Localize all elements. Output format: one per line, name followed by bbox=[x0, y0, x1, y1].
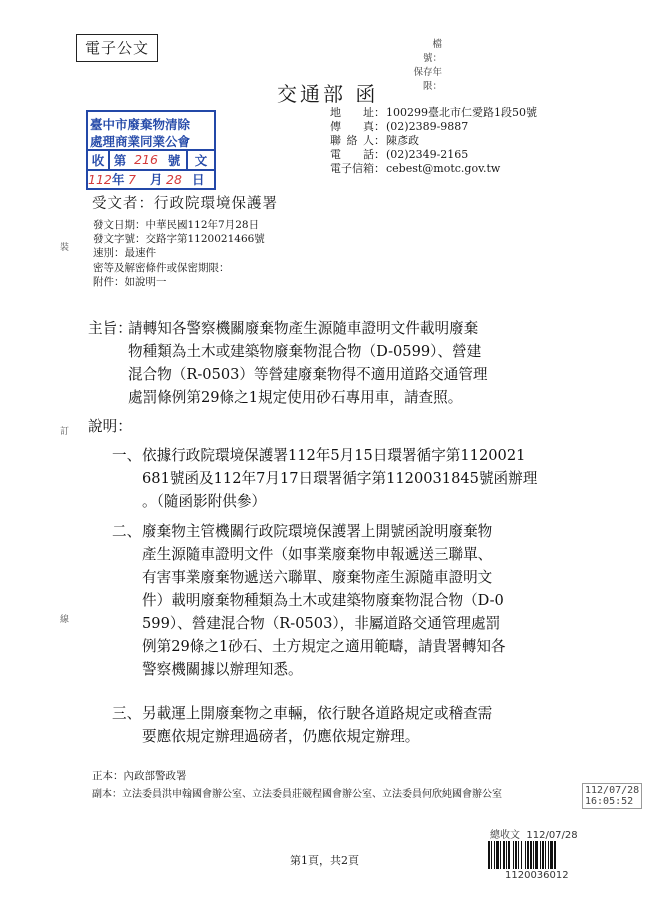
barcode-bar bbox=[530, 841, 532, 869]
subject-line: 處罰條例第29條之1規定使用砂石專用車，請查照。 bbox=[128, 389, 463, 406]
meta-row bbox=[93, 218, 265, 232]
barcode-bar bbox=[545, 841, 546, 869]
barcode-bar bbox=[525, 841, 526, 869]
margin-mark-line: 線 bbox=[60, 615, 70, 625]
barcode-bar bbox=[513, 841, 514, 869]
item-number: 三、 bbox=[112, 705, 142, 722]
stamp-day-char: 日 bbox=[192, 172, 205, 187]
barcode-bar bbox=[554, 841, 556, 869]
item-line: 。（隨函影附供參） bbox=[142, 493, 267, 510]
stamp-date-row bbox=[88, 170, 214, 188]
stamp-year: 112 bbox=[88, 171, 112, 187]
item-line: 例第29條之1砂石、土方規定之適用範疇，請貴署轉知各 bbox=[142, 638, 506, 655]
contact-value: (02)2389-9887 bbox=[386, 120, 469, 133]
contact-row: 電話 ： (02)2349-2165 bbox=[330, 148, 469, 161]
timestamp-date: 112/07/28 bbox=[585, 785, 640, 796]
item-line: 599）、營建混合物（R-0503），非屬道路交通管理處罰 bbox=[142, 615, 501, 632]
system-timestamp bbox=[582, 783, 642, 809]
barcode-bar bbox=[494, 841, 495, 869]
meta-label: 密等及解密條件或保密期限： bbox=[93, 261, 230, 274]
item-line: 另載運上開廢棄物之車輛，依行駛各道路規定或稽查需 bbox=[142, 705, 493, 722]
meta-value: 如說明一 bbox=[124, 275, 167, 288]
item-line: 廢棄物主管機關行政院環境保護署上開號函說明廢棄物 bbox=[142, 523, 493, 540]
barcode-bar bbox=[506, 841, 507, 869]
contact-label: 地址 bbox=[330, 106, 374, 119]
margin-mark-staple: 訂 bbox=[60, 427, 70, 437]
meta-row bbox=[93, 275, 265, 289]
barcode-bar bbox=[491, 841, 492, 869]
receipt-date: 112/07/28 bbox=[526, 830, 578, 841]
meta-row bbox=[93, 246, 265, 260]
item-line: 要應依規定辦理過磅者，仍應依規定辦理。 bbox=[142, 728, 420, 745]
explanation-label: 說明： bbox=[88, 418, 132, 435]
receipt-stamp bbox=[86, 110, 216, 190]
meta-block bbox=[93, 218, 265, 289]
item-line: 有害事業廢棄物遞送六聯單、廢棄物產生源隨車證明文 bbox=[142, 569, 493, 586]
item-line: 依據行政院環境保護署112年5月15日環署循字第1120021 bbox=[142, 447, 526, 464]
timestamp-time: 16:05:52 bbox=[585, 796, 634, 807]
barcode-bar bbox=[540, 841, 541, 869]
contact-row: 傳真 ： (02)2389-9887 bbox=[330, 120, 469, 133]
receipt-label: 總收文 bbox=[490, 830, 520, 841]
barcode-bar bbox=[521, 841, 522, 869]
subject-line: 物種類為土木或建築物廢棄物混合物（D-0599）、營建 bbox=[128, 343, 482, 360]
barcode-bar bbox=[535, 841, 538, 869]
meta-value: 最速件 bbox=[124, 247, 156, 260]
stamp-number-row bbox=[88, 150, 214, 169]
item-line: 警察機關據以辦理知悉。 bbox=[142, 661, 303, 678]
main-copy-value: 內政部警政署 bbox=[123, 770, 187, 782]
stamp-year-char: 年 bbox=[112, 172, 125, 187]
barcode-bar bbox=[508, 841, 510, 869]
barcode bbox=[488, 841, 592, 869]
item-text bbox=[142, 444, 567, 513]
cc-copy-label: 副本： bbox=[92, 789, 122, 800]
contact-label: 電子信箱 bbox=[330, 162, 374, 175]
stamp-di-char: 第 bbox=[113, 152, 127, 168]
barcode-number: 1120036012 bbox=[505, 870, 569, 881]
contact-label: 電話 bbox=[330, 148, 374, 161]
stamp-org-line1: 臺中市廢棄物清除 bbox=[90, 117, 191, 132]
contact-label: 傳真 bbox=[330, 120, 374, 133]
meta-label: 速別： bbox=[93, 247, 125, 260]
meta-row bbox=[93, 232, 265, 246]
meta-row bbox=[93, 261, 265, 275]
contact-value: cebest@motc.gov.tw bbox=[386, 162, 501, 175]
meta-value: 交路字第1120021466號 bbox=[145, 233, 265, 246]
barcode-bar bbox=[533, 841, 534, 869]
stamp-receive-char: 收 bbox=[88, 151, 110, 169]
item-line: 件）載明廢棄物種類為土木或建築物廢棄物混合物（D-0 bbox=[142, 592, 504, 609]
barcode-bar bbox=[527, 841, 529, 869]
subject-text bbox=[128, 317, 568, 409]
main-copy-row bbox=[92, 768, 187, 783]
general-receipt bbox=[490, 826, 578, 841]
barcode-bar bbox=[503, 841, 505, 869]
margin-mark-bind: 裝 bbox=[60, 243, 70, 253]
stamp-org-line2: 處理商業同業公會 bbox=[90, 134, 191, 149]
subject-line: 請轉知各警察機關廢棄物產生源隨車證明文件載明廢棄 bbox=[128, 320, 479, 337]
cc-copy-row bbox=[92, 785, 577, 800]
subject-line: 混合物（R-0503）等營建廢棄物得不適用道路交通管理 bbox=[128, 366, 488, 383]
contact-label: 聯絡人 bbox=[330, 134, 374, 147]
stamp-number-char: 號 bbox=[162, 151, 188, 169]
retention-period-label: 保存年限： bbox=[413, 67, 442, 92]
item-number: 一、 bbox=[112, 447, 142, 464]
contact-value: (02)2349-2165 bbox=[386, 148, 469, 161]
barcode-bar bbox=[496, 841, 499, 869]
main-copy-label: 正本： bbox=[92, 770, 124, 782]
meta-label: 附件： bbox=[93, 275, 125, 288]
barcode-bar bbox=[518, 841, 519, 869]
contact-row: 電子信箱 ： cebest@motc.gov.tw bbox=[330, 162, 501, 175]
stamp-receive-number: 216 bbox=[134, 152, 158, 167]
meta-label: 發文日期： bbox=[93, 219, 146, 231]
item-text bbox=[142, 520, 567, 681]
cc-copy-value: 立法委員洪申翰國會辦公室、立法委員莊競程國會辦公室、立法委員何欣純國會辦公室 bbox=[122, 789, 502, 800]
contact-value: 陳彥政 bbox=[386, 134, 419, 147]
meta-value: 中華民國112年7月28日 bbox=[145, 219, 260, 231]
document-title: 交通部 函 bbox=[277, 82, 379, 106]
barcode-bar bbox=[515, 841, 517, 869]
archive-info bbox=[396, 38, 462, 94]
barcode-bar bbox=[550, 841, 553, 869]
archive-number-label: 檔 號： bbox=[422, 39, 462, 64]
stamp-doc-char: 文 bbox=[194, 152, 208, 168]
item-line: 681號函及112年7月17日環署循字第1120031845號函辦理 bbox=[142, 470, 538, 487]
barcode-bar bbox=[548, 841, 549, 869]
barcode-bar bbox=[488, 841, 490, 869]
contact-row: 地址 ： 100299臺北市仁愛路1段50號 bbox=[330, 106, 537, 119]
contact-block bbox=[330, 106, 537, 176]
meta-label: 發文字號： bbox=[93, 233, 146, 246]
contact-row: 聯絡人 ： 陳彥政 bbox=[330, 134, 419, 147]
contact-value: 100299臺北市仁愛路1段50號 bbox=[386, 106, 537, 119]
recipient: 受文者：行政院環境保護署 bbox=[92, 196, 278, 212]
item-line: 產生源隨車證明文件（如事業廢棄物申報遞送三聯單、 bbox=[142, 546, 493, 563]
subject-label: 主旨： bbox=[88, 320, 132, 337]
e-document-tag: 電子公文 bbox=[76, 34, 158, 62]
barcode-bar bbox=[542, 841, 544, 869]
barcode-bar bbox=[500, 841, 501, 869]
stamp-month-char: 月 bbox=[150, 172, 163, 187]
item-text bbox=[142, 702, 567, 748]
page-indicator: 第1頁，共2頁 bbox=[290, 854, 359, 867]
stamp-month: 7 bbox=[128, 171, 136, 187]
item-number: 二、 bbox=[112, 523, 142, 540]
stamp-day: 28 bbox=[166, 171, 182, 187]
